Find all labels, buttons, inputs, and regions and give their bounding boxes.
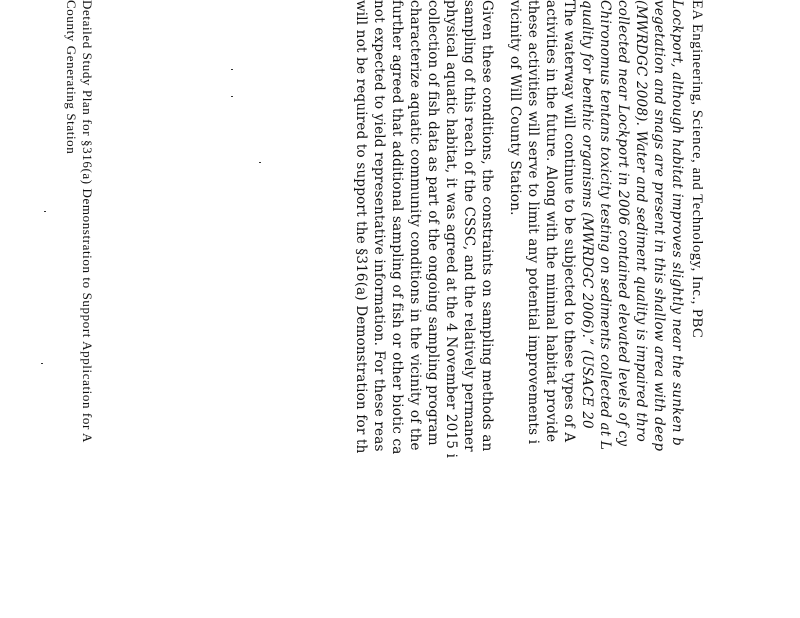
- paragraph-line: characterize aquatic community conditions in the vicinity of the: [407, 0, 423, 451]
- page-footer-line: Detailed Study Plan for §316(a) Demonstration to Support Application for A: [80, 0, 95, 444]
- paragraph-line: will not be required to support the §316(a) Demonstration for th: [353, 0, 369, 454]
- scan-speck: [259, 162, 261, 163]
- paragraph-line: Given these conditions, the constraints on sampling methods an: [479, 0, 495, 452]
- paragraph-line: further agreed that additional sampling of fish or other biotic ca: [389, 0, 405, 455]
- quote-line: Lockport, although habitat improves slightly near the sunken b: [669, 0, 685, 447]
- paragraph-line: vicinity of Will County Station.: [507, 0, 523, 216]
- page-header: EA Engineering, Science, and Technology, Inc., PBC: [689, 0, 705, 339]
- page-footer-line: County Generating Station: [64, 0, 79, 155]
- paragraph-line: sampling of this reach of the CSSC, and the relatively permaner: [461, 0, 477, 452]
- scan-speck: [44, 211, 46, 212]
- quote-line: vegetation and snags are present in this shallow area with deep: [651, 0, 667, 452]
- paragraph-line: these activities will serve to limit any potential improvements i: [525, 0, 541, 445]
- quote-line: (MWRDGC 2008). Water and sediment quality is impaired thro: [633, 0, 649, 442]
- quote-line: Chironomus tentans toxicity testing on sediments collected at L: [597, 0, 613, 451]
- scan-speck: [41, 363, 43, 364]
- scan-speck: [231, 96, 233, 97]
- quote-line: collected near Lockport in 2006 contained elevated levels of cy: [615, 0, 631, 447]
- paragraph-line: collection of fish data as part of the ongoing sampling program: [425, 0, 441, 446]
- paragraph-line: physical aquatic habitat, it was agreed at the 4 November 2015 i: [443, 0, 459, 459]
- paragraph-line: activities in the future. Along with the minimal habitat provide: [543, 0, 559, 443]
- scan-speck: [231, 69, 233, 70]
- paragraph-line: not expected to yield representative information. For these reas: [371, 0, 387, 452]
- paragraph-line: The waterway will continue to be subjected to these types of A: [561, 0, 577, 443]
- quote-line: quality for benthic organisms (MWRDGC 2006).” (USACE 20: [579, 0, 595, 429]
